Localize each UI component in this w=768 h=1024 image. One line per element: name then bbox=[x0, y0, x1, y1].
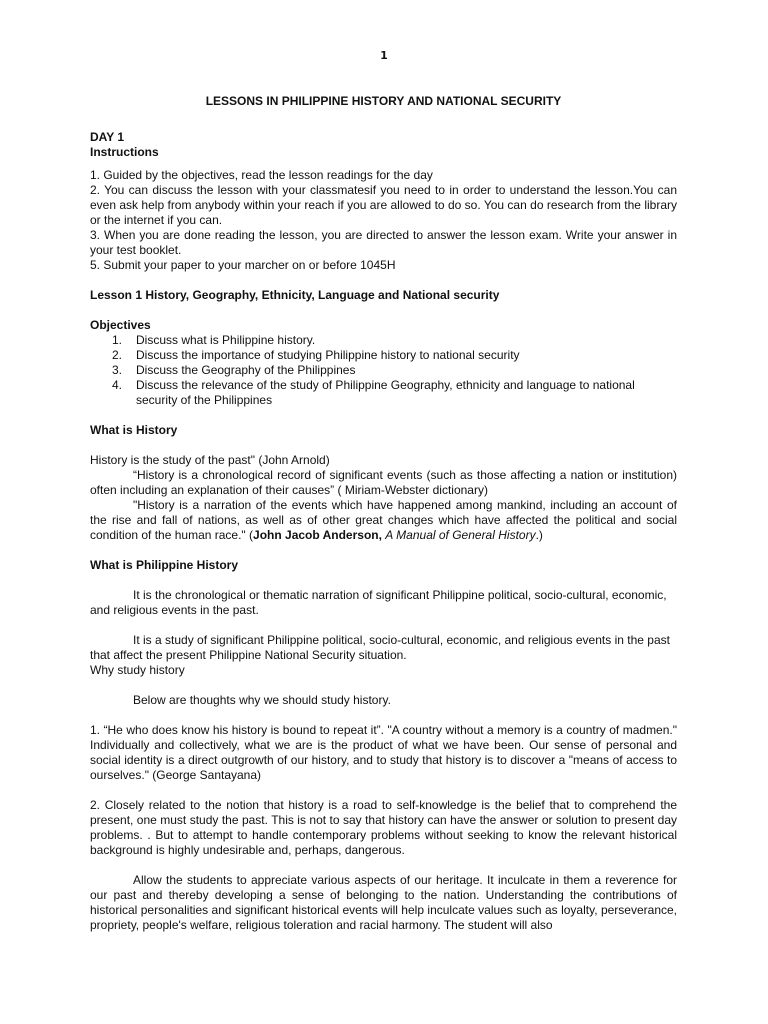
list-item-text: Discuss the importance of studying Philippine history to national security bbox=[136, 348, 520, 362]
what-is-history-heading: What is History bbox=[90, 423, 178, 437]
definition-work: A Manual of General History bbox=[385, 528, 536, 542]
list-item-text: Discuss what is Philippine history. bbox=[136, 333, 316, 347]
list-item-number: 2. bbox=[112, 348, 123, 362]
list-item-text: Discuss the relevance of the study of Philippine Geography, ethnicity and language to national security of the Philippines bbox=[136, 378, 635, 407]
paragraph: 1. “He who does know his history is bound to repeat it”. "A country without a memory is a country of madmen." Individually and collectively, what we are is the product of what we have been. Our sense of personal and social identity is a direct outgrowth of our history, and to study that history is to discover a "means of access to ourselves." (George Santayana) bbox=[90, 723, 677, 782]
instructions-heading: Instructions bbox=[90, 145, 159, 159]
history-definition: “History is a chronological record of significant events (such as those affecting a nation or institution) often including an explanation of their causes” ( Miriam-Webster dictionary) bbox=[90, 468, 677, 497]
definition-text: "History is a narration of the events which have happened among mankind, including an account of the rise and fall of nations, as well as of other great changes which have affected the political and social condition of the human race." ( bbox=[90, 498, 677, 542]
list-item bbox=[90, 378, 677, 408]
list-item bbox=[90, 333, 677, 348]
page-number: 1 bbox=[380, 49, 388, 62]
history-definition: History is the study of the past" (John Arnold) bbox=[90, 453, 330, 467]
list-item bbox=[90, 363, 677, 378]
instruction-item: 3. When you are done reading the lesson, you are directed to answer the lesson exam. Write your answer in your test booklet. bbox=[90, 228, 677, 257]
objectives-heading: Objectives bbox=[90, 318, 151, 332]
paragraph: It is the chronological or thematic narration of significant Philippine political, socio-cultural, economic, and religious events in the past. bbox=[90, 588, 667, 617]
definition-author: John Jacob Anderson, bbox=[253, 528, 382, 542]
paragraph: Below are thoughts why we should study history. bbox=[133, 693, 391, 707]
history-definition bbox=[90, 498, 677, 543]
instruction-item: 1. Guided by the objectives, read the lesson readings for the day bbox=[90, 168, 433, 182]
paragraph: 2. Closely related to the notion that history is a road to self-knowledge is the belief that to comprehend the present, one must study the past. This is not to say that history can have the answer or solution to present day problems. . But to attempt to handle contemporary problems without seeking to know the relevant historical background is highly undesirable and, perhaps, dangerous. bbox=[90, 798, 677, 857]
lesson-heading: Lesson 1 History, Geography, Ethnicity, Language and National security bbox=[90, 288, 500, 302]
instruction-item: 2. You can discuss the lesson with your classmatesif you need to in order to understand the lesson.You can even ask help from anybody within your reach if you are allowed to do so. You can do research from the library or the internet if you can. bbox=[90, 183, 677, 227]
list-item-number: 4. bbox=[112, 378, 123, 392]
what-is-ph-history-heading: What is Philippine History bbox=[90, 558, 239, 572]
list-item-number: 3. bbox=[112, 363, 123, 377]
list-item-number: 1. bbox=[112, 333, 123, 347]
paragraph: It is a study of significant Philippine political, socio-cultural, economic, and religious events in the past that affect the present Philippine National Security situation. bbox=[90, 633, 670, 662]
list-item-text: Discuss the Geography of the Philippines bbox=[136, 363, 356, 377]
why-study-heading: Why study history bbox=[90, 663, 185, 677]
paragraph: Allow the students to appreciate various aspects of our heritage. It inculcate in them a reverence for our past and thereby developing a sense of belonging to the nation. Understanding the contributions of historical personalities and significant historical events will help inculcate values such as loyalty, perseverance, propriety, people's welfare, religious toleration and racial harmony. The student will also bbox=[90, 873, 677, 932]
document-body bbox=[90, 94, 677, 933]
objectives-list bbox=[90, 333, 677, 408]
document-title: LESSONS IN PHILIPPINE HISTORY AND NATIONAL SECURITY bbox=[205, 94, 562, 108]
day-heading: DAY 1 bbox=[90, 130, 125, 144]
definition-end: .) bbox=[535, 528, 543, 542]
list-item bbox=[90, 348, 677, 363]
instruction-item: 5. Submit your paper to your marcher on or before 1045H bbox=[90, 258, 396, 272]
